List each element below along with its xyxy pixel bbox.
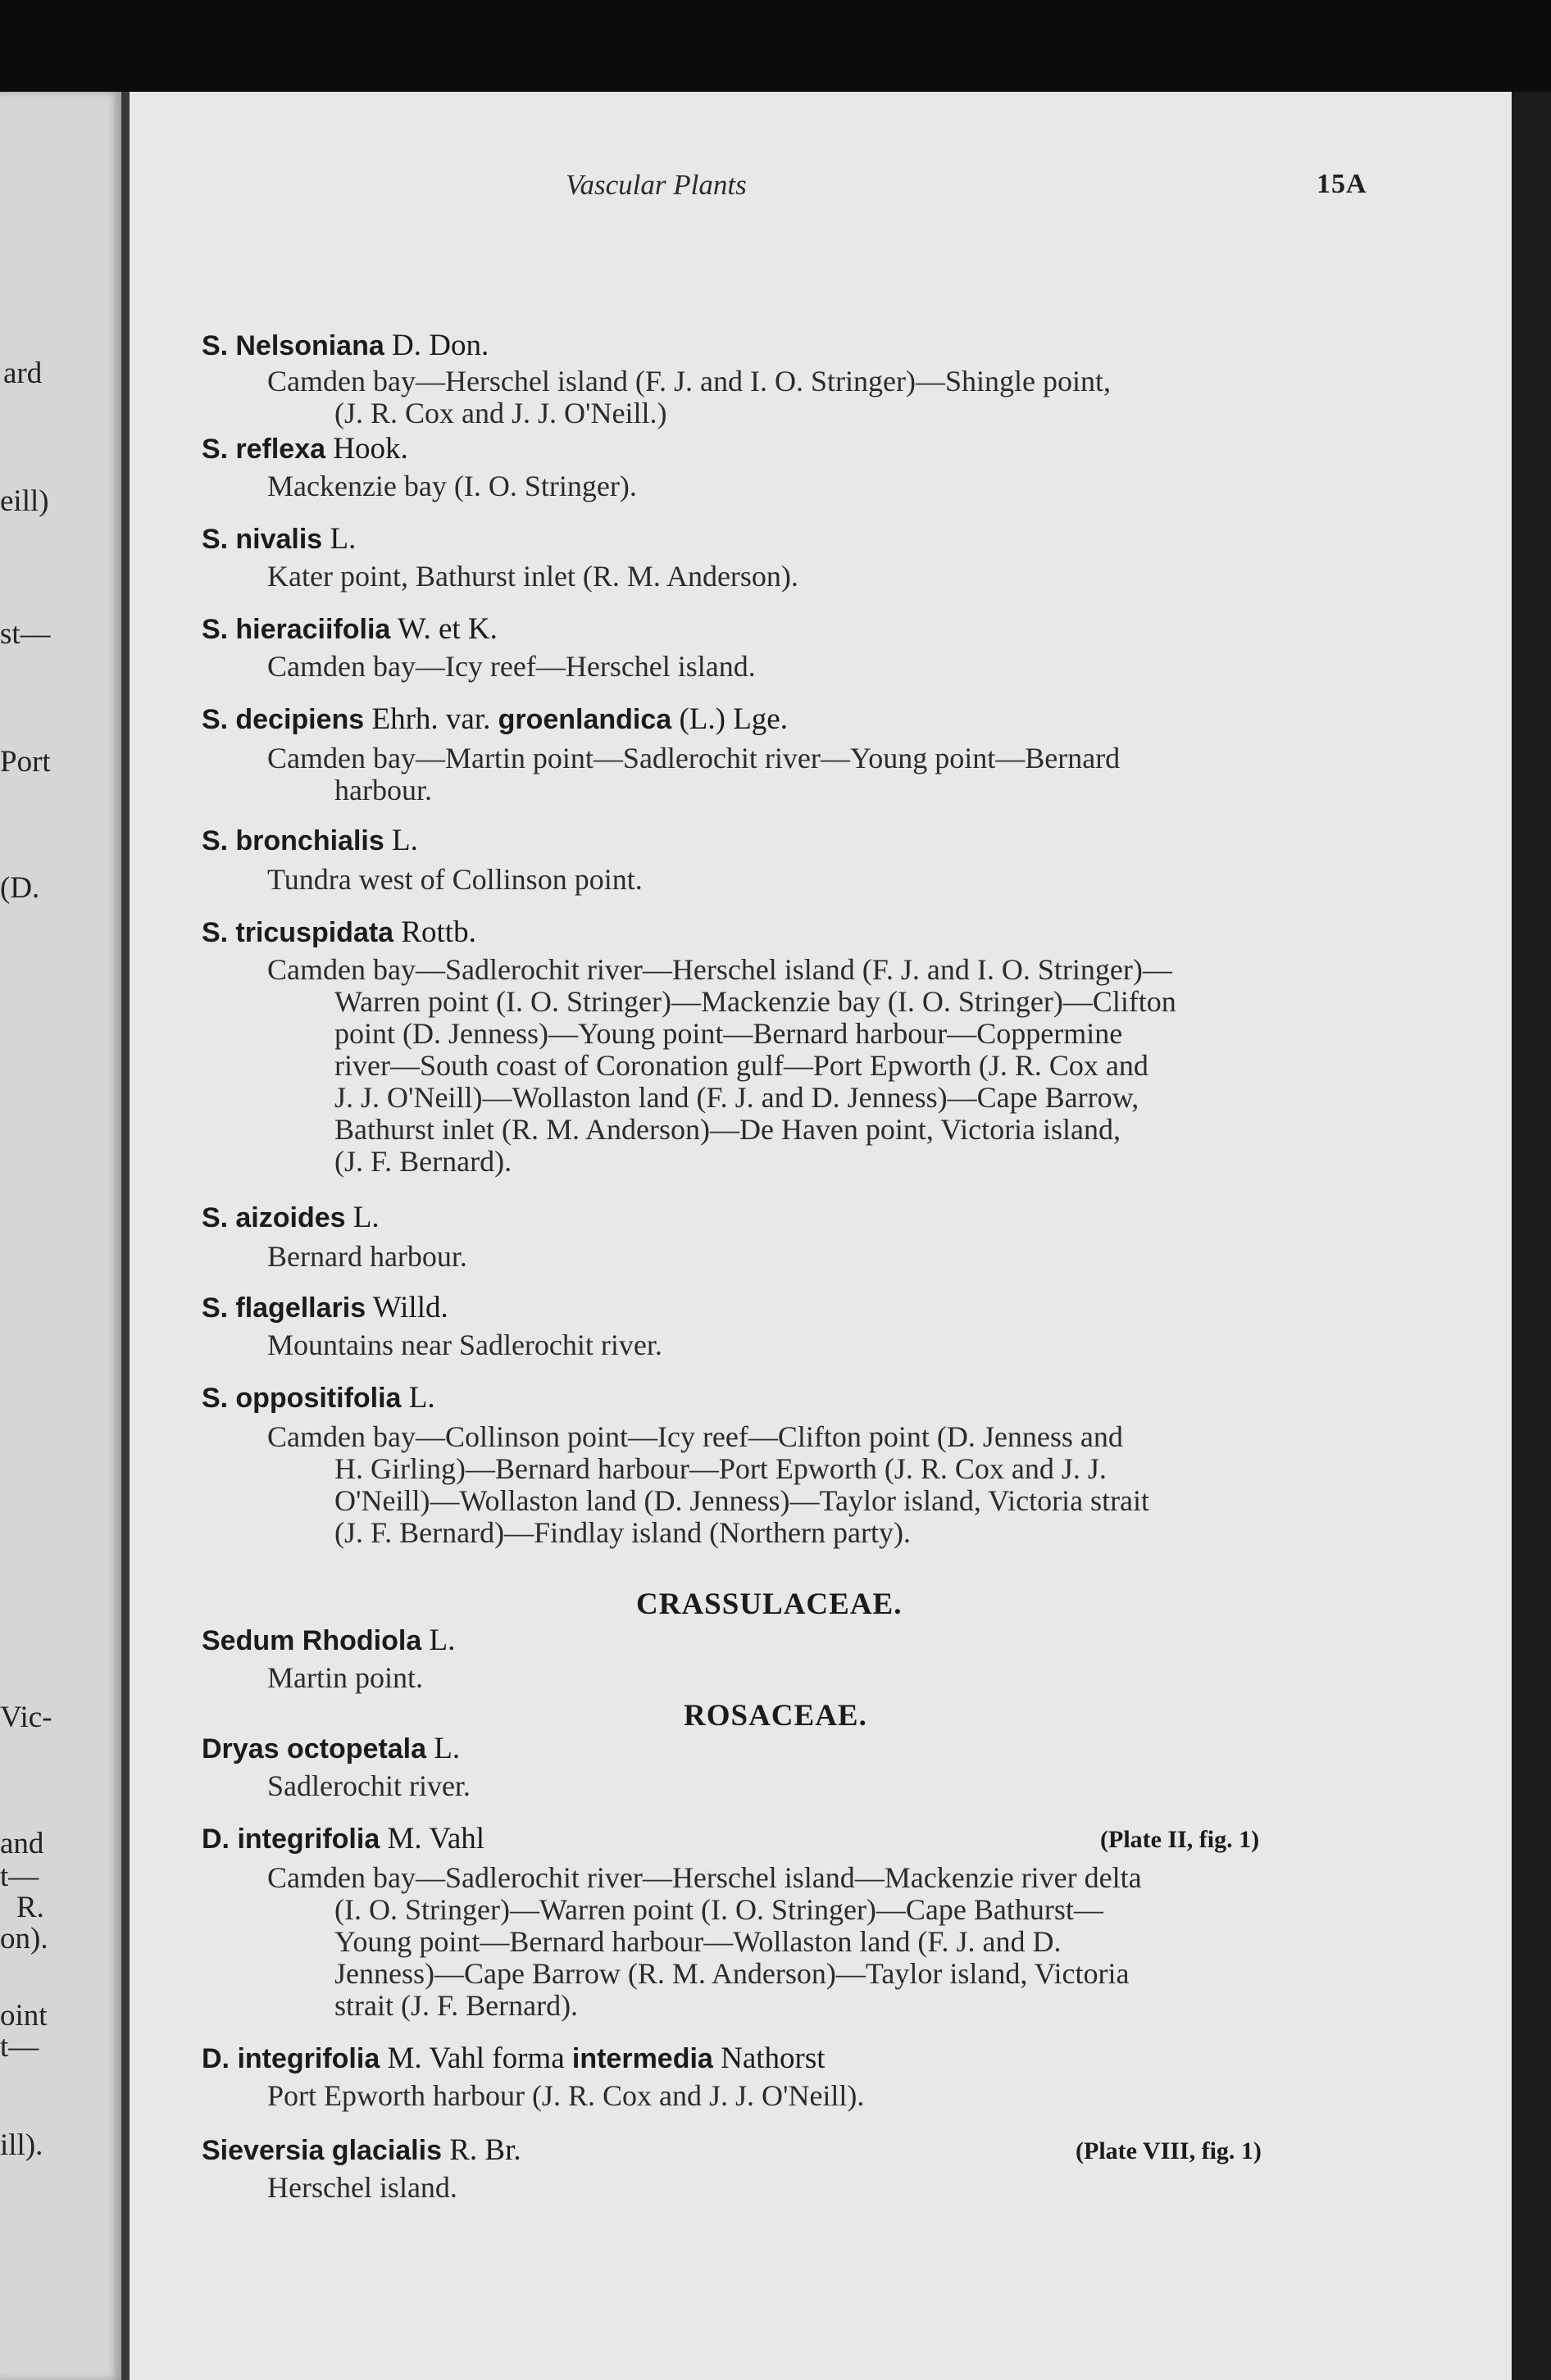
species-name: Dryas octopetala L. [202, 1732, 461, 1765]
localities: Camden bay—Herschel island (F. J. and I. O. Stringer)—Shingle point, (J. R. Cox and J. J. O'Neill.) [267, 365, 1111, 429]
fragment-text: R. [16, 1891, 44, 1924]
species-name: S. reflexa Hook. [202, 432, 408, 466]
localities: Camden bay—Sadlerochit river—Herschel island—Mackenzie river delta (I. O. Stringer)—Warren point (I. O. Stringer)—Cape Bathurst— Young point—Bernard harbour—Wollaston land (F. J. and D. Jenness)—Cape Barrow (R. M. Anderson)—Taylor island, Victoria strait (J. F. Bernard). [267, 1861, 1142, 2022]
localities: Mackenzie bay (I. O. Stringer). [267, 470, 637, 502]
species-name: S. flagellaris Willd. [202, 1291, 448, 1324]
species-name: D. integrifolia M. Vahl forma intermedia Nathorst [202, 2042, 826, 2075]
species-name: S. tricuspidata Rottb. [202, 915, 476, 949]
localities: Kater point, Bathurst inlet (R. M. Anderson). [267, 560, 798, 593]
plate-reference: (Plate VIII, fig. 1) [1076, 2137, 1262, 2164]
fragment-text: st— [0, 617, 51, 651]
fragment-text: (D. [0, 871, 40, 905]
running-head: Vascular Plants [566, 169, 747, 201]
localities: Mountains near Sadlerochit river. [267, 1329, 662, 1361]
fragment-text: Vic- [0, 1701, 52, 1734]
species-name: Sedum Rhodiola L. [202, 1624, 456, 1657]
species-name: S. decipiens Ehrh. var. groenlandica (L.) Lge. [202, 702, 788, 736]
fragment-text: Port [0, 745, 51, 779]
localities: Sadlerochit river. [267, 1769, 471, 1802]
previous-page-fragment [0, 92, 121, 2380]
species-name: S. aizoides L. [202, 1201, 380, 1234]
localities: Port Epworth harbour (J. R. Cox and J. J. O'Neill). [267, 2079, 865, 2112]
book-gutter [121, 92, 130, 2380]
fragment-text: and [0, 1827, 44, 1860]
page-number: 15A [1317, 169, 1367, 199]
species-name: S. Nelsoniana D. Don. [202, 329, 489, 362]
species-name: D. integrifolia M. Vahl [202, 1822, 485, 1855]
species-name: S. oppositifolia L. [202, 1381, 435, 1415]
fragment-text: oint [0, 1999, 48, 2033]
fragment-text: ard [3, 357, 43, 390]
species-name: S. hieraciifolia W. et K. [202, 612, 498, 646]
localities: Camden bay—Icy reef—Herschel island. [267, 650, 756, 683]
family-heading: CRASSULACEAE. [636, 1587, 903, 1621]
species-name: Sieversia glacialis R. Br. [202, 2133, 521, 2167]
fragment-text: t— [0, 1860, 39, 1893]
localities: Bernard harbour. [267, 1240, 467, 1273]
localities: Martin point. [267, 1661, 423, 1694]
fragment-text: t— [0, 2030, 39, 2064]
species-name: S. nivalis L. [202, 522, 357, 556]
scan-right-border [1512, 92, 1551, 2380]
localities: Tundra west of Collinson point. [267, 863, 643, 896]
localities: Herschel island. [267, 2171, 457, 2204]
fragment-text: eill) [0, 484, 49, 518]
scan-top-border [0, 0, 1551, 97]
species-name: S. bronchialis L. [202, 824, 418, 857]
family-heading: ROSACEAE. [684, 1699, 867, 1733]
localities: Camden bay—Sadlerochit river—Herschel island (F. J. and I. O. Stringer)— Warren point (I. O. Stringer)—Mackenzie bay (I. O. Stringer)—Clifton point (D. Jenness)—Young point—Bernard harbour—Coppermine river—South coast of Coronation gulf—Port Epworth (J. R. Cox and J. J. O'Neill)—Wollaston land (F. J. and D. Jenness)—Cape Barrow, Bathurst inlet (R. M. Anderson)—De Haven point, Victoria island, (J. F. Bernard). [267, 953, 1176, 1178]
fragment-text: on). [0, 1922, 48, 1955]
fragment-text: ill). [0, 2128, 43, 2162]
plate-reference: (Plate II, fig. 1) [1100, 1826, 1260, 1853]
localities: Camden bay—Martin point—Sadlerochit river—Young point—Bernard harbour. [267, 742, 1121, 806]
localities: Camden bay—Collinson point—Icy reef—Clifton point (D. Jenness and H. Girling)—Bernard harbour—Port Epworth (J. R. Cox and J. J. O'Neill)—Wollaston land (D. Jenness)—Taylor island, Victoria strait (J. F. Bernard)—Findlay island (Northern party). [267, 1420, 1150, 1549]
